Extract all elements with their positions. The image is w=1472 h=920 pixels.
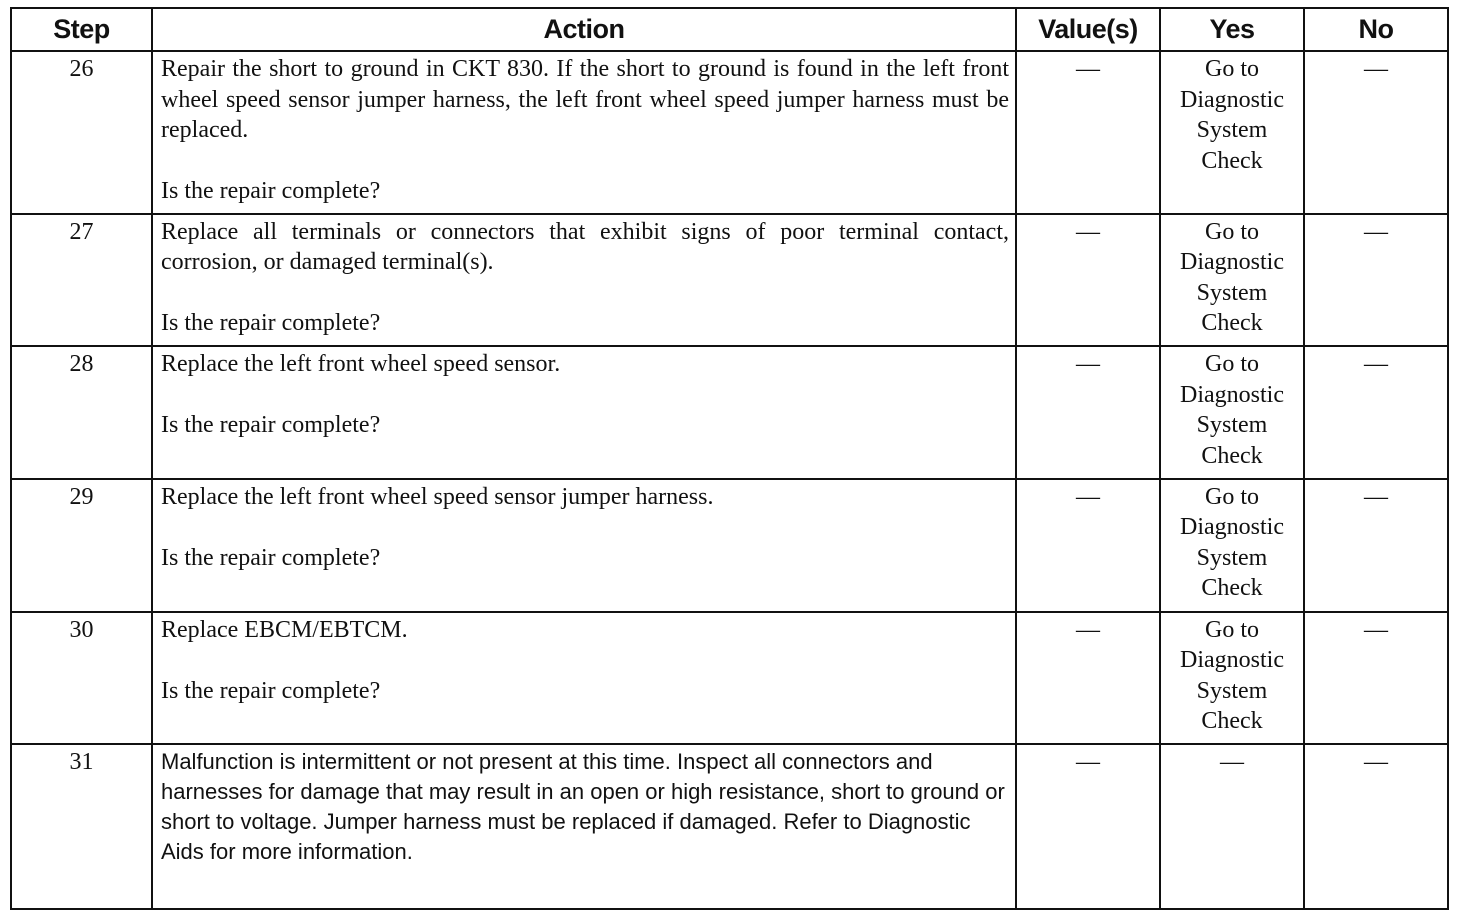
values-cell: — (1016, 612, 1160, 745)
action-question: Is the repair complete? (161, 310, 381, 337)
no-cell: — (1304, 479, 1448, 612)
table-row (11, 612, 1448, 745)
action-cell (152, 346, 1016, 479)
action-cell (152, 479, 1016, 612)
no-cell: — (1304, 51, 1448, 214)
values-cell: — (1016, 744, 1160, 909)
action-cell (152, 612, 1016, 745)
table-row (11, 346, 1448, 479)
step-number: 28 (11, 346, 152, 479)
yes-cell: — (1160, 744, 1304, 909)
step-number: 26 (11, 51, 152, 214)
values-cell: — (1016, 346, 1160, 479)
yes-cell: Go to Diagnostic System Check (1160, 51, 1304, 214)
action-question: Is the repair complete? (161, 677, 381, 704)
values-cell: — (1016, 214, 1160, 347)
action-question: Is the repair complete? (161, 544, 381, 571)
values-cell: — (1016, 479, 1160, 612)
no-cell: — (1304, 744, 1448, 909)
yes-cell: Go to Diagnostic System Check (1160, 612, 1304, 745)
yes-cell: Go to Diagnostic System Check (1160, 346, 1304, 479)
header-yes: Yes (1160, 8, 1304, 51)
header-values: Value(s) (1016, 8, 1160, 51)
step-number: 30 (11, 612, 152, 745)
action-text: Replace EBCM/EBTCM. (161, 616, 408, 643)
diagnostic-table (10, 7, 1449, 910)
table-row (11, 51, 1448, 214)
action-cell (152, 214, 1016, 347)
yes-cell: Go to Diagnostic System Check (1160, 479, 1304, 612)
no-cell: — (1304, 346, 1448, 479)
step-number: 31 (11, 744, 152, 909)
action-text: Replace the left front wheel speed sensor. (161, 351, 561, 378)
action-text: Replace the left front wheel speed sensor jumper harness. (161, 483, 714, 510)
values-cell: — (1016, 51, 1160, 214)
step-number: 29 (11, 479, 152, 612)
yes-cell: Go to Diagnostic System Check (1160, 214, 1304, 347)
table-row (11, 479, 1448, 612)
table-row (11, 214, 1448, 347)
action-text: Replace all terminals or connectors that exhibit signs of poor terminal contact, corrosion, or damaged terminal(s). (161, 218, 1009, 276)
action-text: Repair the short to ground in CKT 830. If the short to ground is found in the left front wheel speed sensor jumper harness, the left front wheel speed jumper harness must be replaced. (161, 56, 1009, 143)
no-cell: — (1304, 214, 1448, 347)
action-text: Malfunction is intermittent or not present at this time. Inspect all connectors and harnesses for damage that may result in an open or high resistance, short to ground or short to voltage. Jumper harness must be replaced if damaged. Refer to Diagnostic Aids for more information. (161, 749, 1005, 865)
action-cell (152, 744, 1016, 909)
header-step: Step (11, 8, 152, 51)
action-cell (152, 51, 1016, 214)
step-number: 27 (11, 214, 152, 347)
action-question: Is the repair complete? (161, 178, 381, 204)
header-row (11, 8, 1448, 51)
header-action: Action (152, 8, 1016, 51)
no-cell: — (1304, 612, 1448, 745)
table-row (11, 744, 1448, 909)
header-no: No (1304, 8, 1448, 51)
action-question: Is the repair complete? (161, 412, 381, 439)
